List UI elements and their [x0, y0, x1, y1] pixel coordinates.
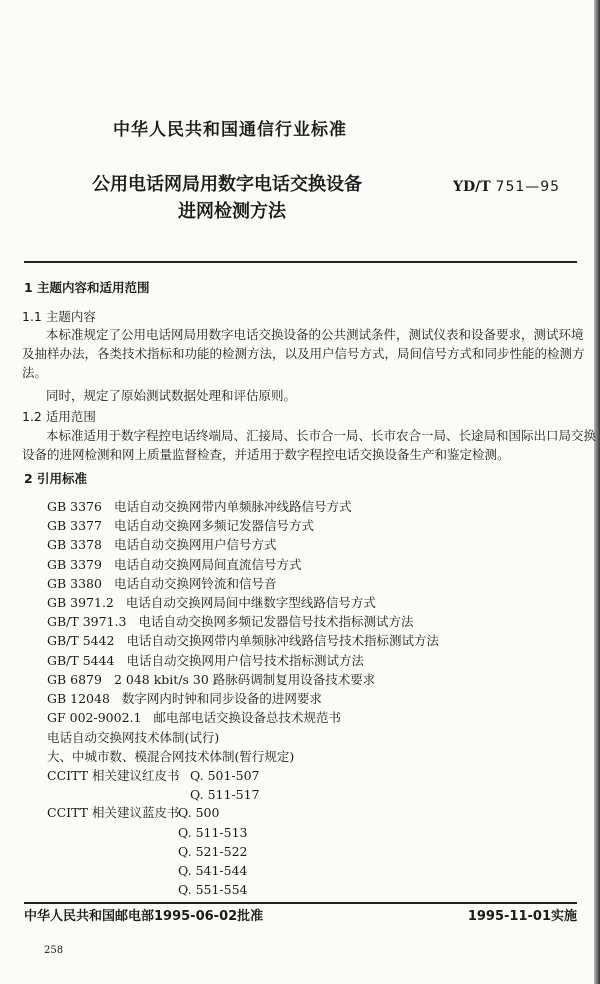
reference-code: GB/T 3971.3: [47, 614, 127, 630]
reference-title: 电话自动交换网多频记发器信号方式: [113, 518, 314, 534]
reference-item: [47, 539, 276, 552]
reference-code: GB 6879: [47, 671, 102, 687]
reference-item: [47, 616, 413, 629]
reference-code: GB 3376: [47, 499, 102, 514]
footer-rule: [24, 902, 577, 904]
reference-code: GB 3380: [47, 575, 102, 591]
reference-title: 电话自动交换网局间直流信号方式: [113, 556, 302, 572]
paragraph-line: 本标准规定了公用电话网局用数字电话交换设备的公共测试条件，测试仪表和设备要求，测试环境: [46, 327, 584, 342]
reference-item: 电话自动交换网技术体制(试行): [47, 730, 220, 745]
reference-title: 邮电部电话交换设备总技术规范书: [153, 710, 341, 726]
effective-date: 1995-11-01实施: [467, 909, 577, 924]
reference-item: [47, 597, 376, 610]
paragraph-line: 本标准适用于数字程控电话终端局、汇接局、长市合一局、长市农合一局、长途局和国际出口局交换: [46, 428, 597, 443]
section-1-1-heading: 1.1 主题内容: [22, 309, 96, 324]
section-1-2-heading: 1.2 适用范围: [22, 409, 96, 424]
reference-code: GB/T 5442: [47, 633, 115, 649]
reference-item: [47, 693, 322, 706]
reference-item: [47, 575, 277, 591]
paragraph-line: 法。: [22, 365, 48, 380]
reference-title: 电话自动交换网铃流和信号音: [113, 575, 277, 591]
reference-title: 电话自动交换网带内单频脉冲线路信号方式: [113, 499, 352, 514]
document-title-line2: 进网检测方法: [178, 201, 286, 222]
section-2-heading: 2 引用标准: [24, 471, 88, 486]
reference-item: [47, 671, 376, 687]
standard-code: [453, 180, 560, 194]
header-rule: [24, 261, 577, 263]
reference-item: [47, 520, 314, 533]
reference-item: [47, 556, 302, 572]
ccitt-blue-item: Q. 500: [178, 805, 220, 820]
reference-title: 数字网内时钟和同步设备的进网要求: [121, 691, 322, 706]
ccitt-blue-item: Q. 541-544: [178, 863, 248, 878]
ccitt-blue-label: CCITT 相关建议蓝皮书: [47, 805, 180, 820]
reference-code: GB 12048: [47, 691, 110, 706]
reference-title: 电话自动交换网带内单频脉冲线路信号技术指标测试方法: [126, 633, 440, 649]
reference-code: GB 3377: [47, 518, 102, 534]
reference-code: GF 002-9002.1: [47, 710, 142, 726]
standard-code-number: 751—95: [495, 179, 561, 195]
reference-item: [47, 501, 351, 514]
ccitt-blue-item: Q. 511-513: [178, 825, 248, 840]
ccitt-blue-item: Q. 521-522: [178, 844, 248, 859]
reference-title: 电话自动交换网局间中继数字型线路信号方式: [125, 595, 376, 610]
reference-item: 大、中城市数、模混合网技术体制(暂行规定): [47, 749, 295, 764]
page-number: 258: [44, 945, 64, 956]
reference-code: GB 3379: [47, 556, 102, 572]
document-header: 中华人民共和国通信行业标准: [113, 120, 347, 140]
ccitt-red-item: Q. 511-517: [190, 787, 260, 802]
ccitt-red-item: Q. 501-507: [190, 768, 260, 783]
reference-item: [47, 635, 439, 648]
ccitt-red-label: CCITT 相关建议红皮书: [47, 768, 180, 783]
reference-item: [47, 652, 365, 668]
scan-edge: [594, 0, 600, 984]
document-title-line1: 公用电话网局用数字电话交换设备: [92, 174, 362, 195]
reference-code: GB/T 5444: [47, 652, 115, 668]
reference-code: GB 3378: [47, 537, 102, 553]
ccitt-blue-item: Q. 551-554: [178, 882, 248, 897]
reference-title: 电话自动交换网多频记发器信号技术指标测试方法: [138, 614, 414, 630]
reference-item: [47, 712, 341, 725]
reference-title: 电话自动交换网用户信号技术指标测试方法: [126, 652, 365, 668]
paragraph-line: 及抽样办法，各类技术指标和功能的检测方法，以及用户信号方式，局间信号方式和同步性能的检测方: [22, 346, 585, 361]
standard-code-prefix: YD/T: [453, 179, 491, 195]
paragraph: 同时，规定了原始测试数据处理和评估原则。: [46, 388, 297, 403]
reference-title: 电话自动交换网用户信号方式: [113, 537, 277, 553]
section-1-heading: 1 主题内容和适用范围: [24, 280, 150, 295]
paragraph-line: 设备的进网检测和网上质量监督检查，并适用于数字程控电话交换设备生产和鉴定检测。: [22, 447, 510, 462]
approval-date: 中华人民共和国邮电部1995-06-02批准: [24, 909, 264, 924]
reference-code: GB 3971.2: [47, 595, 114, 610]
reference-title: 2 048 kbit/s 30 路脉码调制复用设备技术要求: [113, 671, 376, 687]
